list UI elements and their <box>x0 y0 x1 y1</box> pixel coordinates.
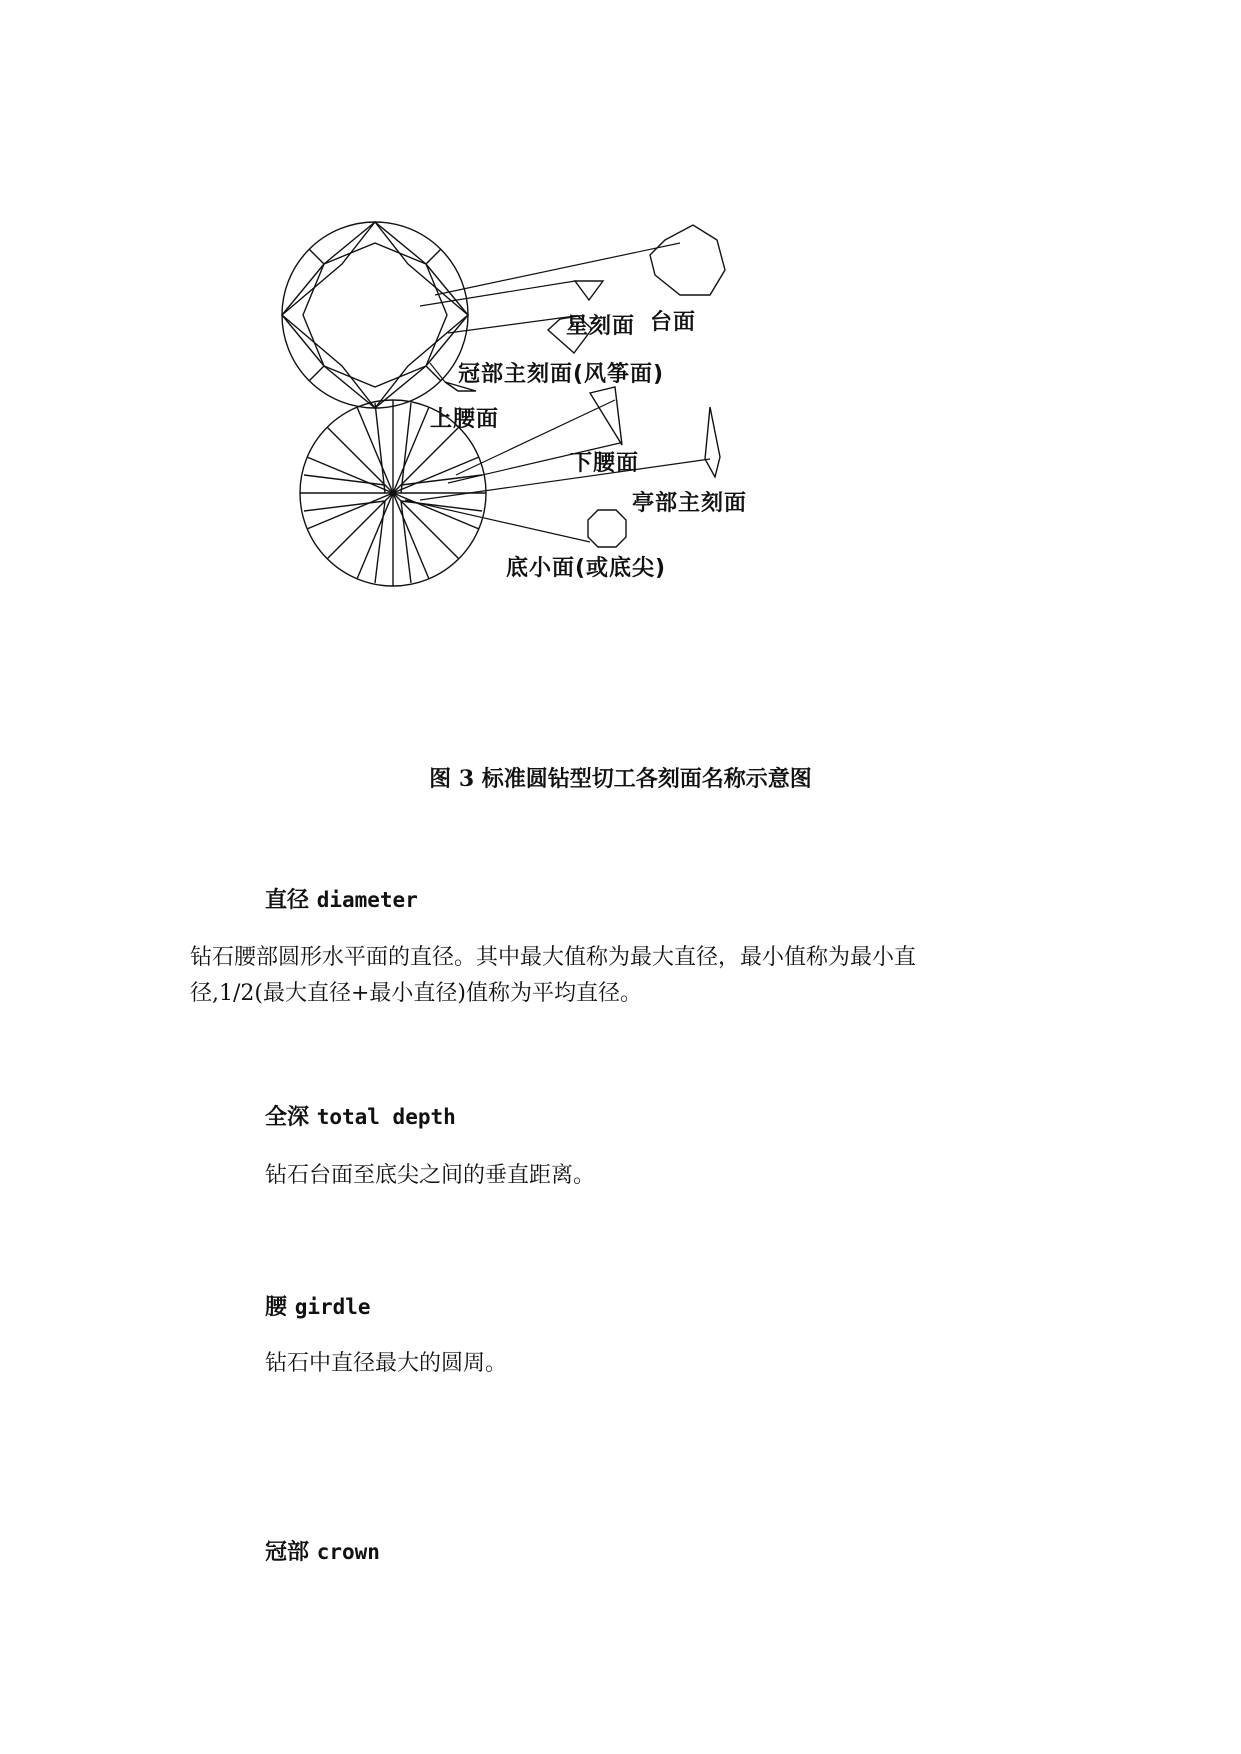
definition-total-depth <box>265 1158 595 1194</box>
term-heading-diameter <box>265 883 418 914</box>
pavilion-main-facet-shape <box>705 407 720 477</box>
definition-line: 钻石中直径最大的圆周。 <box>265 1351 508 1376</box>
term-heading-total-depth <box>265 1100 456 1131</box>
lower-girdle-facet-shape <box>590 387 622 445</box>
culet-facet-shape <box>588 510 626 547</box>
definition-line: 钻石台面至底尖之间的垂直距离。 <box>265 1163 596 1188</box>
term-zh: 冠部 <box>265 1539 310 1565</box>
term-zh: 腰 <box>265 1294 288 1320</box>
label-star-facet: 星刻面 <box>566 314 636 339</box>
star-facet-shape <box>575 281 603 300</box>
label-pavilion-main: 亭部主刻面 <box>632 491 748 516</box>
term-zh: 全深 <box>265 1104 310 1130</box>
figure-caption: 图 3 标准圆钻型切工各刻面名称示意图 <box>429 766 812 792</box>
definition-diameter <box>190 940 1050 1012</box>
term-heading-crown <box>265 1535 380 1566</box>
diamond-facet-diagram <box>270 215 830 715</box>
label-table: 台面 <box>650 310 697 335</box>
label-lower-girdle: 下腰面 <box>570 451 640 476</box>
term-en: girdle <box>294 1295 371 1319</box>
term-heading-girdle <box>265 1290 371 1321</box>
crown-table-octagon <box>303 243 447 387</box>
definition-line: 钻石腰部圆形水平面的直径。其中最大值称为最大直径，最小值称为最小直 <box>190 945 917 970</box>
label-culet: 底小面(或底尖) <box>506 556 667 581</box>
term-en: diameter <box>316 888 418 912</box>
term-en: total depth <box>316 1105 456 1129</box>
label-kite-facet: 冠部主刻面(风筝面) <box>458 362 665 387</box>
term-en: crown <box>316 1540 380 1564</box>
definition-line: 径,1/2(最大直径+最小直径)值称为平均直径。 <box>190 981 643 1006</box>
diagram-drawing <box>270 215 830 715</box>
definition-girdle <box>265 1346 507 1382</box>
table-facet-shape <box>650 225 725 295</box>
term-zh: 直径 <box>265 887 310 913</box>
label-upper-girdle: 上腰面 <box>430 407 500 432</box>
